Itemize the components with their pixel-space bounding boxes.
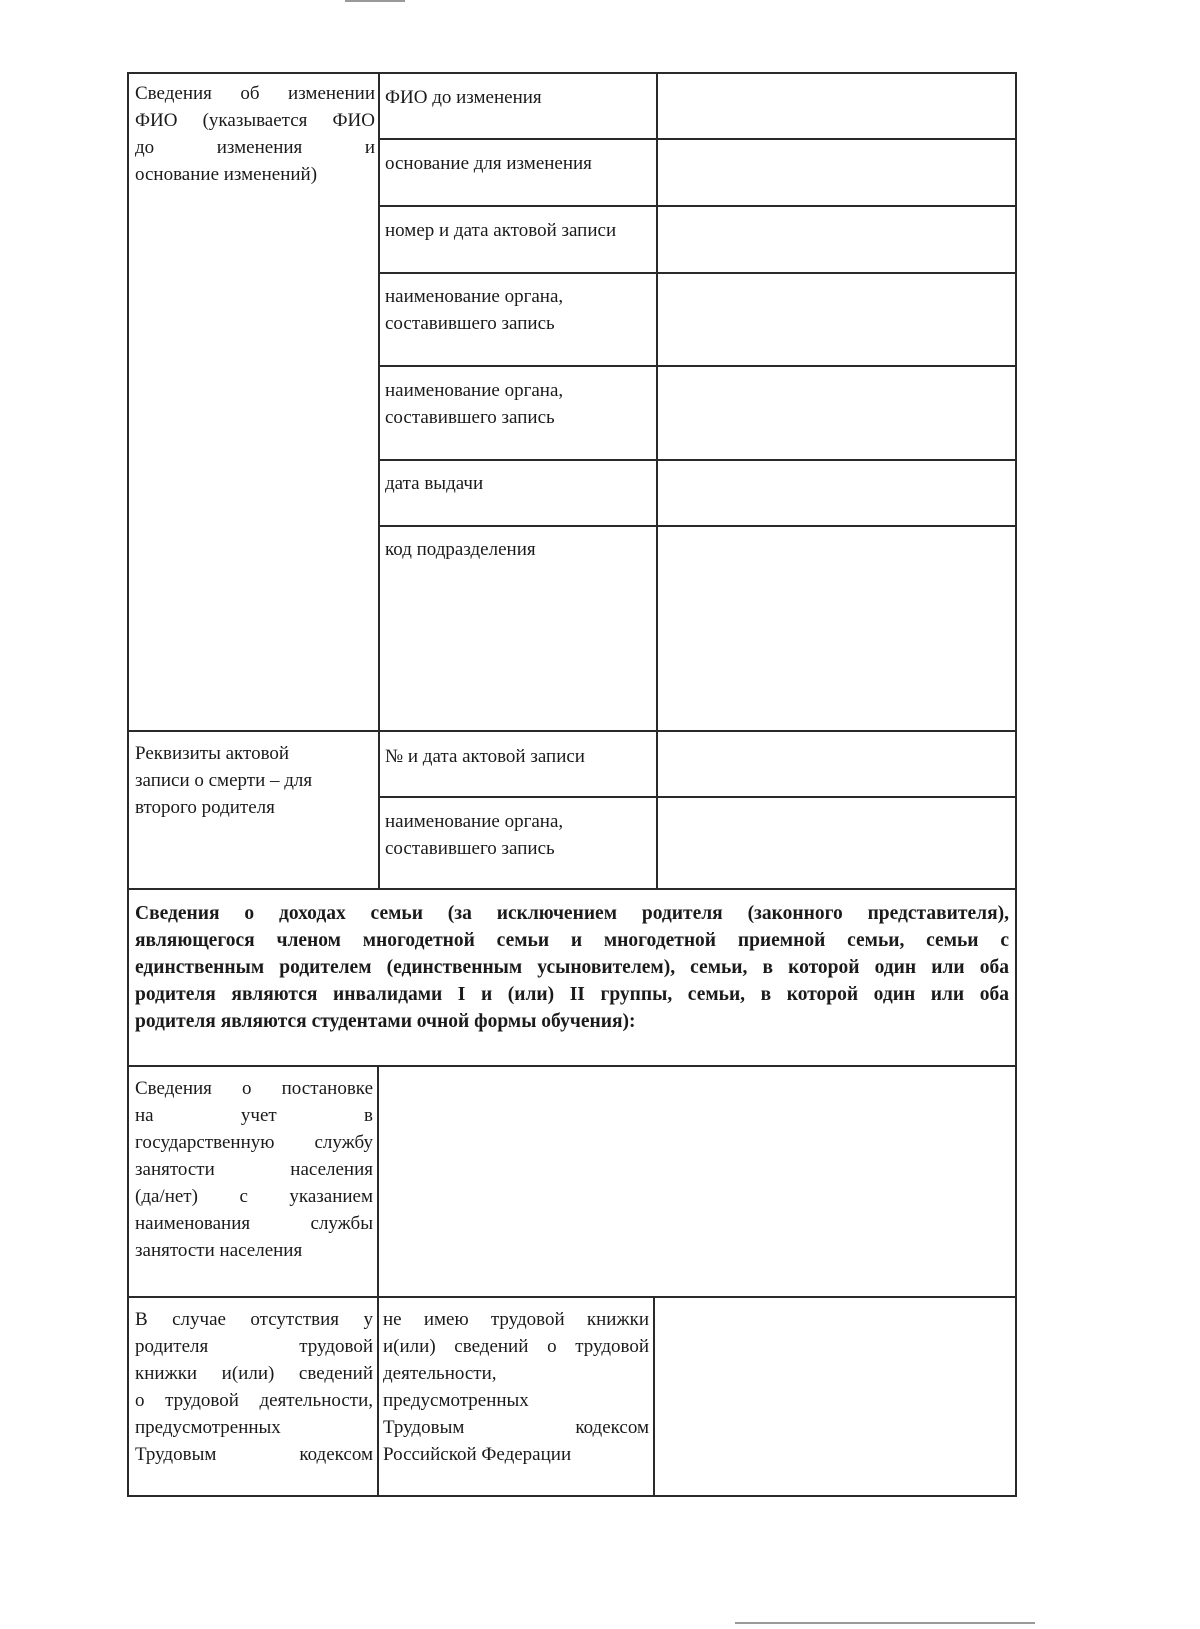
row-line-6 <box>378 525 1017 527</box>
employment-label-line: на учет в <box>135 1105 373 1126</box>
work-book-label-line: Трудовым кодексом <box>135 1444 373 1465</box>
field-label-line: наименование органа, <box>385 811 564 832</box>
work-book-label-line: книжки и(или) сведений <box>135 1363 373 1384</box>
income-heading-line: родителя являются студентами очной формы обучения): <box>135 1011 636 1032</box>
field-value-employment-service[interactable] <box>382 1069 1012 1293</box>
field-value-issuing-authority-1[interactable] <box>660 276 1012 362</box>
name-change-label <box>135 80 375 188</box>
field-label-line: составившего запись <box>385 838 555 859</box>
col-separator-2-bottom <box>653 1297 655 1497</box>
work-book-label-line: о трудовой деятельности, <box>135 1390 373 1411</box>
field-label-line: составившего запись <box>385 313 555 334</box>
field-label-department-code: код подразделения <box>385 539 536 560</box>
employment-label-line: занятости населения <box>135 1240 303 1261</box>
field-value-work-book[interactable] <box>658 1300 1012 1492</box>
field-label-record-number-date: номер и дата актовой записи <box>385 220 617 241</box>
name-change-label-line: основание изменений) <box>135 164 318 185</box>
work-book-label <box>135 1306 373 1468</box>
name-change-label-line: ФИО (указывается ФИО <box>135 110 375 131</box>
field-label-issue-date: дата выдачи <box>385 473 484 494</box>
work-book-option-line: деятельности, <box>383 1363 497 1384</box>
income-heading-line: Сведения о доходах семьи (за исключением родителя (законного представителя), <box>135 903 1009 924</box>
death-record-label-line: Реквизиты актовой <box>135 743 290 764</box>
work-book-option <box>383 1306 649 1468</box>
table-border-left <box>127 72 129 1497</box>
work-book-label-line: В случае отсутствия у <box>135 1309 373 1330</box>
row-line-4 <box>378 365 1017 367</box>
field-value-issuing-authority-2[interactable] <box>660 369 1012 456</box>
table-border-right <box>1015 72 1017 1497</box>
field-label-issuing-authority-1 <box>385 283 653 337</box>
employment-label-line: государственную службу <box>135 1132 373 1153</box>
work-book-option-line: Трудовым кодексом <box>383 1417 649 1438</box>
death-record-label-line: записи о смерти – для <box>135 770 313 791</box>
col-separator-1-top <box>378 72 380 890</box>
income-heading-line: родителя являются инвалидами I и (или) II группы, семьи, в которой один или оба <box>135 984 1009 1005</box>
field-value-death-record-authority[interactable] <box>660 800 1012 885</box>
row-line-5 <box>378 459 1017 461</box>
scan-mark-bottom <box>735 1622 1035 1624</box>
employment-label-line: Сведения о постановке <box>135 1078 373 1099</box>
income-heading-line: единственным родителем (единственным усыновителем), семьи, в которой один или оба <box>135 957 1009 978</box>
field-value-fio-before[interactable] <box>660 76 1012 136</box>
work-book-option-line: не имею трудовой книжки <box>383 1309 649 1330</box>
col-separator-1-bottom <box>377 1066 379 1497</box>
row-line-7 <box>127 730 1017 732</box>
row-line-9 <box>127 888 1017 890</box>
field-label-death-record-number-date: № и дата актовой записи <box>385 746 585 767</box>
employment-service-label <box>135 1075 373 1264</box>
row-line-1 <box>378 138 1017 140</box>
field-label-change-reason: основание для изменения <box>385 153 592 174</box>
income-heading-line: являющегося членом многодетной семьи и многодетной приемной семьи, семьи с <box>135 930 1009 951</box>
field-value-department-code[interactable] <box>660 529 1012 727</box>
field-label-line: составившего запись <box>385 407 555 428</box>
employment-label-line: занятости населения <box>135 1159 373 1180</box>
field-value-death-record-number-date[interactable] <box>660 734 1012 793</box>
field-value-issue-date[interactable] <box>660 463 1012 522</box>
field-label-line: наименование органа, <box>385 286 564 307</box>
income-section-heading <box>135 900 1009 1035</box>
field-value-record-number-date[interactable] <box>660 209 1012 269</box>
employment-label-line: наименования службы <box>135 1213 373 1234</box>
work-book-option-line: и(или) сведений о трудовой <box>383 1336 649 1357</box>
field-label-fio-before: ФИО до изменения <box>385 87 542 108</box>
death-record-label <box>135 740 375 821</box>
work-book-option-line: Российской Федерации <box>383 1444 572 1465</box>
field-label-line: наименование органа, <box>385 380 564 401</box>
work-book-label-line: родителя трудовой <box>135 1336 373 1357</box>
name-change-label-line: Сведения об изменении <box>135 83 375 104</box>
field-label-death-record-authority <box>385 808 653 862</box>
row-line-2 <box>378 205 1017 207</box>
employment-label-line: (да/нет) с указанием <box>135 1186 373 1207</box>
name-change-label-line: до изменения и <box>135 137 375 158</box>
death-record-label-line: второго родителя <box>135 797 275 818</box>
table-border-bottom <box>127 1495 1017 1497</box>
row-line-11 <box>127 1296 1017 1298</box>
table-border-top <box>127 72 1017 74</box>
field-label-issuing-authority-2 <box>385 377 653 431</box>
field-value-change-reason[interactable] <box>660 142 1012 202</box>
row-line-3 <box>378 272 1017 274</box>
scan-mark-top <box>345 0 405 2</box>
work-book-label-line: предусмотренных <box>135 1417 281 1438</box>
row-line-8 <box>378 796 1017 798</box>
row-line-10 <box>127 1065 1017 1067</box>
work-book-option-line: предусмотренных <box>383 1390 529 1411</box>
col-separator-2-top <box>656 72 658 890</box>
